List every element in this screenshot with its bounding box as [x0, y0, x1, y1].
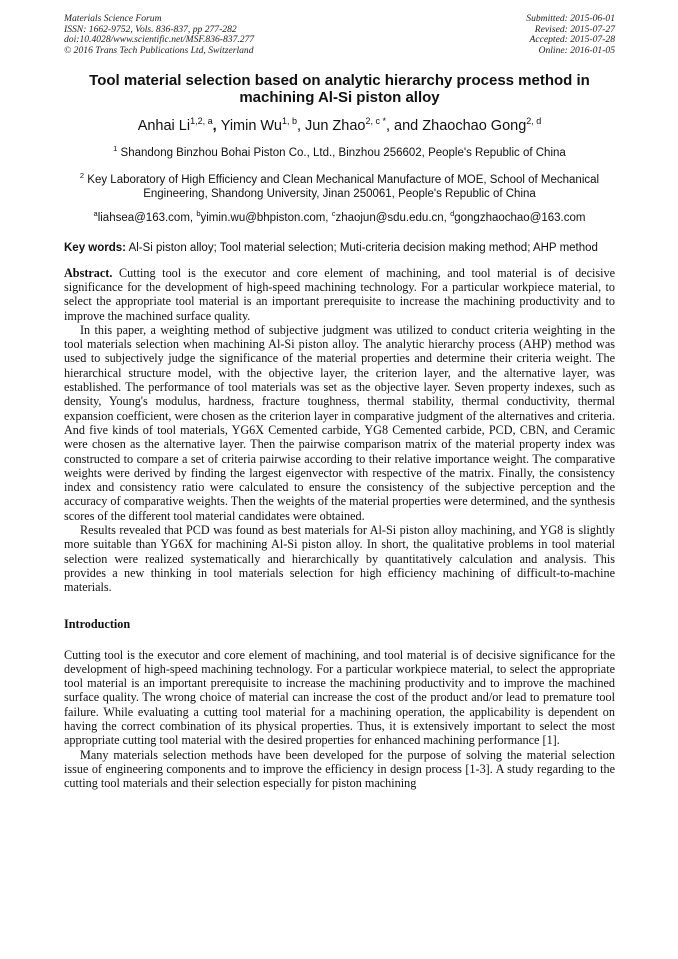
author-name: Yimin Wu — [220, 118, 282, 135]
author-name: Anhai Li — [137, 118, 191, 135]
abstract-paragraph: Results revealed that PCD was found as best materials for Al-Si piston alloy machining, and YG8 is slightly more suitable than YG6X for machining Al-Si piston alloy. In short, the qualitative problems in tool material selection were realized systematically and hierarchically by quantitatively calculation and analysis. This provides a new thinking in tool materials selection for high efficiency machining of difficult-to-machine materials. — [64, 523, 615, 595]
paper-page — [64, 14, 615, 790]
author-name: Zhaochao Gong — [422, 118, 527, 135]
keywords-text: Al-Si piston alloy; Tool material selection; Muti-criteria decision making method; AHP method — [128, 242, 598, 255]
author-name: Jun Zhao — [305, 118, 366, 135]
keywords — [64, 242, 615, 256]
email-link[interactable]: gongzhaochao@163.com — [454, 212, 586, 225]
journal-header — [64, 14, 615, 56]
author-emails: $^a$liahsea@163.com, $^b$yimin.wu@bhpiston.com, $^c$zhaojun@sdu.edu.cn, $^d$gongzhaochao@163.com — [93, 209, 586, 225]
journal-info: Materials Science Forum ISSN: 1662-9752, Vols. 836-837, pp 277-282 doi:10.4028/www.scientific.net/MSF.836-837.277 © 2016 Trans Tech Publications Ltd, Switzerland — [64, 13, 255, 56]
submission-dates: Submitted: 2015-06-01 Revised: 2015-07-27 Accepted: 2015-07-28 Online: 2016-01-05 — [526, 13, 615, 56]
abstract — [64, 266, 615, 595]
email-link[interactable]: zhaojun@sdu.edu.cn, — [335, 212, 451, 225]
intro-paragraph: Cutting tool is the executor and core element of machining, and tool material is of decisive significance for the development of high-speed machining technology. For a particular workpiece material, to select the appropriate tool material is an important prerequisite to increase the machining productivity and to improve the machined surface quality. The wrong choice of material can increase the cost of the product and/or lead to premature tool failure. While evaluating a cutting tool material for a machining operation, the applicability is dependent on having the correct combination of its physical properties. Thus, it is extensively important to select the most appropriate cutting tool material with the desired properties for enhanced machining performance [1]. — [64, 647, 615, 748]
section-heading-introduction: Introduction — [64, 616, 131, 631]
author-list: Anhai Li$^{1,2, a}$, Yimin Wu$^{1, b}$, Jun Zhao$^{2, c *}$, and Zhaochao Gong$^{2, d}$ — [137, 116, 542, 135]
abstract-paragraph: Abstract. Cutting tool is the executor and core element of machining, and tool material is of decisive significance for the development of high-speed machining technology. For a particular workpiece material, to select the appropriate tool material is an important prerequisite to increase the machining productivity and to improve the machined surface quality. — [64, 265, 616, 323]
abstract-paragraph: In this paper, a weighting method of subjective judgment was utilized to conduct criteria weighting in the tool materials selection when machining Al-Si piston alloy. The analytic hierarchy process (AHP) method was used to subjectively judge the significance of the material properties and determine their criteria weight. The hierarchical structure model, with the objective layer, the criterion layer, and the alternative layer, was established. The performance of tool materials was set as the objective layer. Seven property indexes, such as density, Young's modulus, hardness, fracture toughness, thermal stability, thermal conductivity, thermal expansion coefficient, were chosen as the criterion layer in comparative judgment of the alternatives and criteria. And five kinds of tool materials, YG6X Cemented carbide, YG8 Cemented carbide, PCD, CBN, and Ceramic were chosen as the alternative layer. Then the pairwise comparison matrix of the material property index was constructed to compare a set of criteria pairwise according to their relative importance weight. The comparative weights were derived by finding the largest eigenvector with respective of the matrix. Finally, the consistency index and consistency ratio were calculated to ensure the consistency of the subjective perception and the accuracy of comparative weights. Then the weights of the material properties were determined, and the synthesis scores of the different tool material candidates were obtained. — [64, 322, 615, 523]
intro-paragraph: Many materials selection methods have been developed for the purpose of solving the material selection issue of engineering components and to improve the efficiency in design process [1-3]. A study regarding to the cutting tool materials and their selection especially for piston machining — [64, 747, 615, 791]
keywords-label: Key words: — [64, 242, 126, 255]
affiliation-1: $^1$ Shandong Binzhou Bohai Piston Co., Ltd., Binzhou 256602, People's Republic of China — [113, 144, 566, 160]
affiliation-2: $^2$ Key Laboratory of High Efficiency and Clean Mechanical Manufacture of MOE, School of Mechanical Engineering, Shandong University, Jinan 250061, People's Republic of China — [79, 170, 600, 200]
introduction-body — [64, 648, 615, 791]
email-link[interactable]: liahsea@163.com, — [97, 212, 197, 225]
email-link[interactable]: yimin.wu@bhpiston.com, — [200, 212, 332, 225]
paper-title: Tool material selection based on analytic hierarchy process method in machining Al-Si piston alloy — [89, 72, 590, 107]
abstract-label: Abstract. — [64, 265, 113, 280]
